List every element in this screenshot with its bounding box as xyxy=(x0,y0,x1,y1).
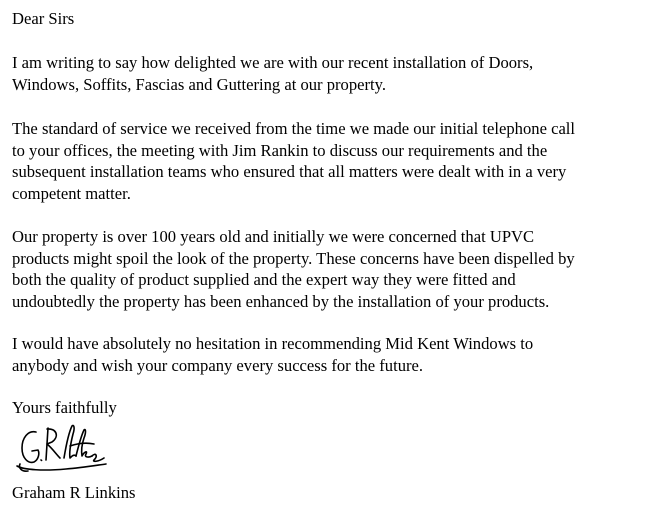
salutation: Dear Sirs xyxy=(12,9,75,28)
paragraph-line: The standard of service we received from the time we made our initial telephone call xyxy=(12,119,576,138)
paragraph-2 xyxy=(12,118,575,204)
paragraph-4 xyxy=(12,333,533,376)
paragraph-line: products might spoil the look of the property. These concerns have been dispelled by xyxy=(12,248,575,268)
paragraph-line: Windows, Soffits, Fascias and Guttering at our property. xyxy=(12,74,387,94)
closing: Yours faithfully xyxy=(12,398,117,417)
paragraph-line: undoubtedly the property has been enhanced by the installation of your products. xyxy=(12,291,550,311)
paragraph-1 xyxy=(12,52,533,95)
paragraph-3 xyxy=(12,226,575,312)
paragraph-line: I am writing to say how delighted we are with our recent installation of Doors, xyxy=(12,53,534,72)
paragraph-line: competent matter. xyxy=(12,183,131,203)
signer-name: Graham R Linkins xyxy=(12,483,136,502)
paragraph-line: anybody and wish your company every success for the future. xyxy=(12,355,424,375)
paragraph-line: to your offices, the meeting with Jim Rankin to discuss our requirements and the xyxy=(12,140,548,160)
handwritten-signature xyxy=(14,420,110,476)
paragraph-line: both the quality of product supplied and the expert way they were fitted and xyxy=(12,270,516,289)
paragraph-line: subsequent installation teams who ensured that all matters were dealt with in a very xyxy=(12,162,567,181)
paragraph-line: I would have absolutely no hesitation in recommending Mid Kent Windows to xyxy=(12,334,534,353)
paragraph-line: Our property is over 100 years old and initially we were concerned that UPVC xyxy=(12,227,535,246)
